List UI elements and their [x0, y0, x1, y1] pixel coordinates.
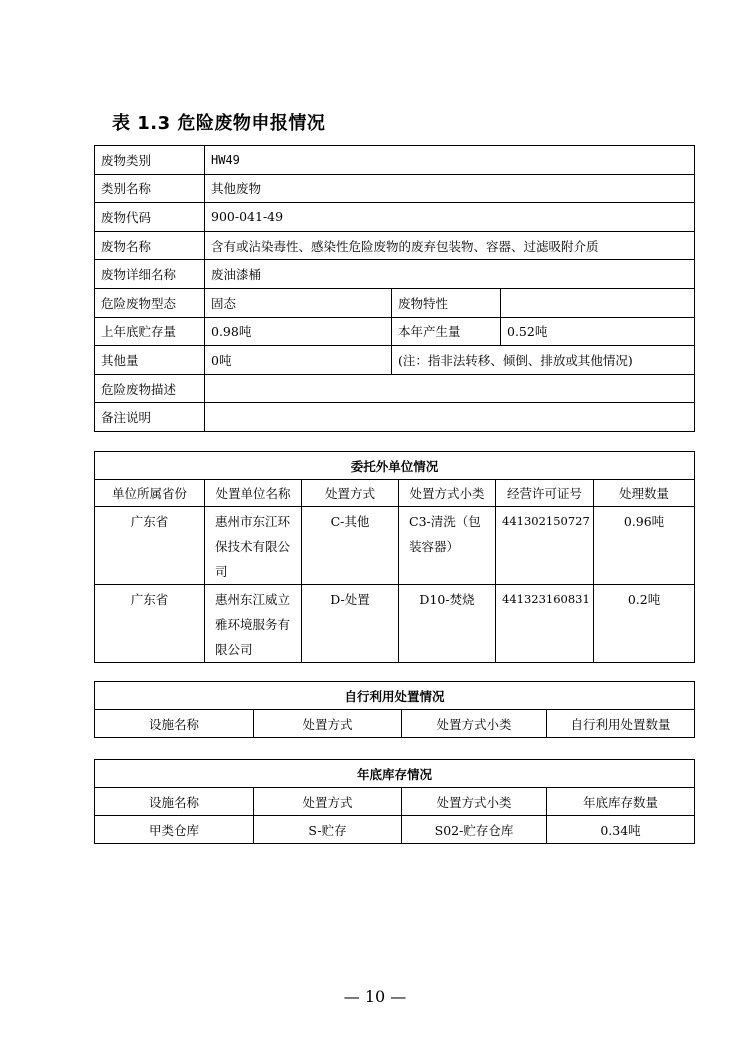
- remark-value: [205, 403, 695, 432]
- table-row: [95, 760, 695, 788]
- other-label: 其他量: [95, 346, 205, 375]
- table-row: [95, 203, 695, 232]
- table-cell: 0.2吨: [594, 585, 695, 663]
- outsourced-table: [94, 451, 695, 663]
- column-header: 处置方式: [302, 480, 399, 507]
- year-end-table: [94, 759, 695, 844]
- outsourced-heading: 委托外单位情况: [95, 452, 695, 480]
- table-cell: C3-清洗（包装容器）: [399, 507, 496, 585]
- page-number: — 10 —: [343, 987, 407, 1006]
- column-header: 设施名称: [95, 788, 254, 816]
- column-header: 设施名称: [95, 710, 254, 738]
- property-label: 废物特性: [392, 288, 501, 317]
- column-header: 处置方式: [254, 710, 402, 738]
- table-header-row: [95, 788, 695, 816]
- description-label: 危险废物描述: [95, 374, 205, 403]
- table-row: [95, 174, 695, 203]
- table-row: [95, 682, 695, 710]
- year-end-heading: 年底库存情况: [95, 760, 695, 788]
- column-header: 单位所属省份: [95, 480, 205, 507]
- other-value: 0吨: [205, 346, 392, 375]
- table-cell: C-其他: [302, 507, 399, 585]
- column-header: 处置方式: [254, 788, 402, 816]
- table-cell: 441302150727: [496, 507, 594, 585]
- table-row: [95, 146, 695, 175]
- table-cell: 甲类仓库: [95, 816, 254, 844]
- table-cell: 0.34吨: [547, 816, 695, 844]
- last-year-stock-value: 0.98吨: [205, 317, 392, 346]
- this-year-output-value: 0.52吨: [501, 317, 695, 346]
- column-header: 处置单位名称: [205, 480, 302, 507]
- table-row: [95, 317, 695, 346]
- detail-name-value: 废油漆桶: [205, 260, 695, 289]
- table-row: [95, 231, 695, 260]
- table-row: [95, 288, 695, 317]
- table-cell: D10-焚烧: [399, 585, 496, 663]
- table-row: [95, 374, 695, 403]
- property-value: [501, 288, 695, 317]
- table-row: [95, 452, 695, 480]
- detail-name-label: 废物详细名称: [95, 260, 205, 289]
- category-name-label: 类别名称: [95, 174, 205, 203]
- category-label: 废物类别: [95, 146, 205, 175]
- table-row: [95, 403, 695, 432]
- code-value: 900-041-49: [205, 203, 695, 232]
- table-row: [95, 260, 695, 289]
- table-cell: 广东省: [95, 585, 205, 663]
- table-cell: S-贮存: [254, 816, 402, 844]
- code-label: 废物代码: [95, 203, 205, 232]
- last-year-stock-label: 上年底贮存量: [95, 317, 205, 346]
- table-cell: 0.96吨: [594, 507, 695, 585]
- table-cell: 广东省: [95, 507, 205, 585]
- column-header: 经营许可证号: [496, 480, 594, 507]
- table-cell: S02-贮存仓库: [402, 816, 547, 844]
- waste-info-table: [94, 145, 695, 432]
- table-row: [95, 816, 695, 844]
- table-header-row: [95, 710, 695, 738]
- remark-label: 备注说明: [95, 403, 205, 432]
- description-value: [205, 374, 695, 403]
- self-use-table: [94, 681, 695, 738]
- column-header: 处置方式小类: [402, 710, 547, 738]
- category-value: HW49: [205, 146, 695, 175]
- table-cell: 惠州东江威立雅环境服务有限公司: [205, 585, 302, 663]
- table-cell: 惠州市东江环保技术有限公司: [205, 507, 302, 585]
- this-year-output-label: 本年产生量: [392, 317, 501, 346]
- table-cell: D-处置: [302, 585, 399, 663]
- table-title: 表 1.3 危险废物申报情况: [112, 113, 326, 134]
- column-header: 处置方式小类: [402, 788, 547, 816]
- name-value: 含有或沾染毒性、感染性危险废物的废弃包装物、容器、过滤吸附介质: [205, 231, 695, 260]
- table-cell: 441323160831: [496, 585, 594, 663]
- table-row: [95, 507, 695, 585]
- column-header: 年底库存数量: [547, 788, 695, 816]
- form-value: 固态: [205, 288, 392, 317]
- column-header: 处置方式小类: [399, 480, 496, 507]
- table-header-row: [95, 480, 695, 507]
- other-note: (注：指非法转移、倾倒、排放或其他情况): [392, 346, 695, 375]
- self-use-heading: 自行利用处置情况: [95, 682, 695, 710]
- table-row: [95, 346, 695, 375]
- column-header: 自行利用处置数量: [547, 710, 695, 738]
- column-header: 处理数量: [594, 480, 695, 507]
- table-row: [95, 585, 695, 663]
- name-label: 废物名称: [95, 231, 205, 260]
- category-name-value: 其他废物: [205, 174, 695, 203]
- form-label: 危险废物型态: [95, 288, 205, 317]
